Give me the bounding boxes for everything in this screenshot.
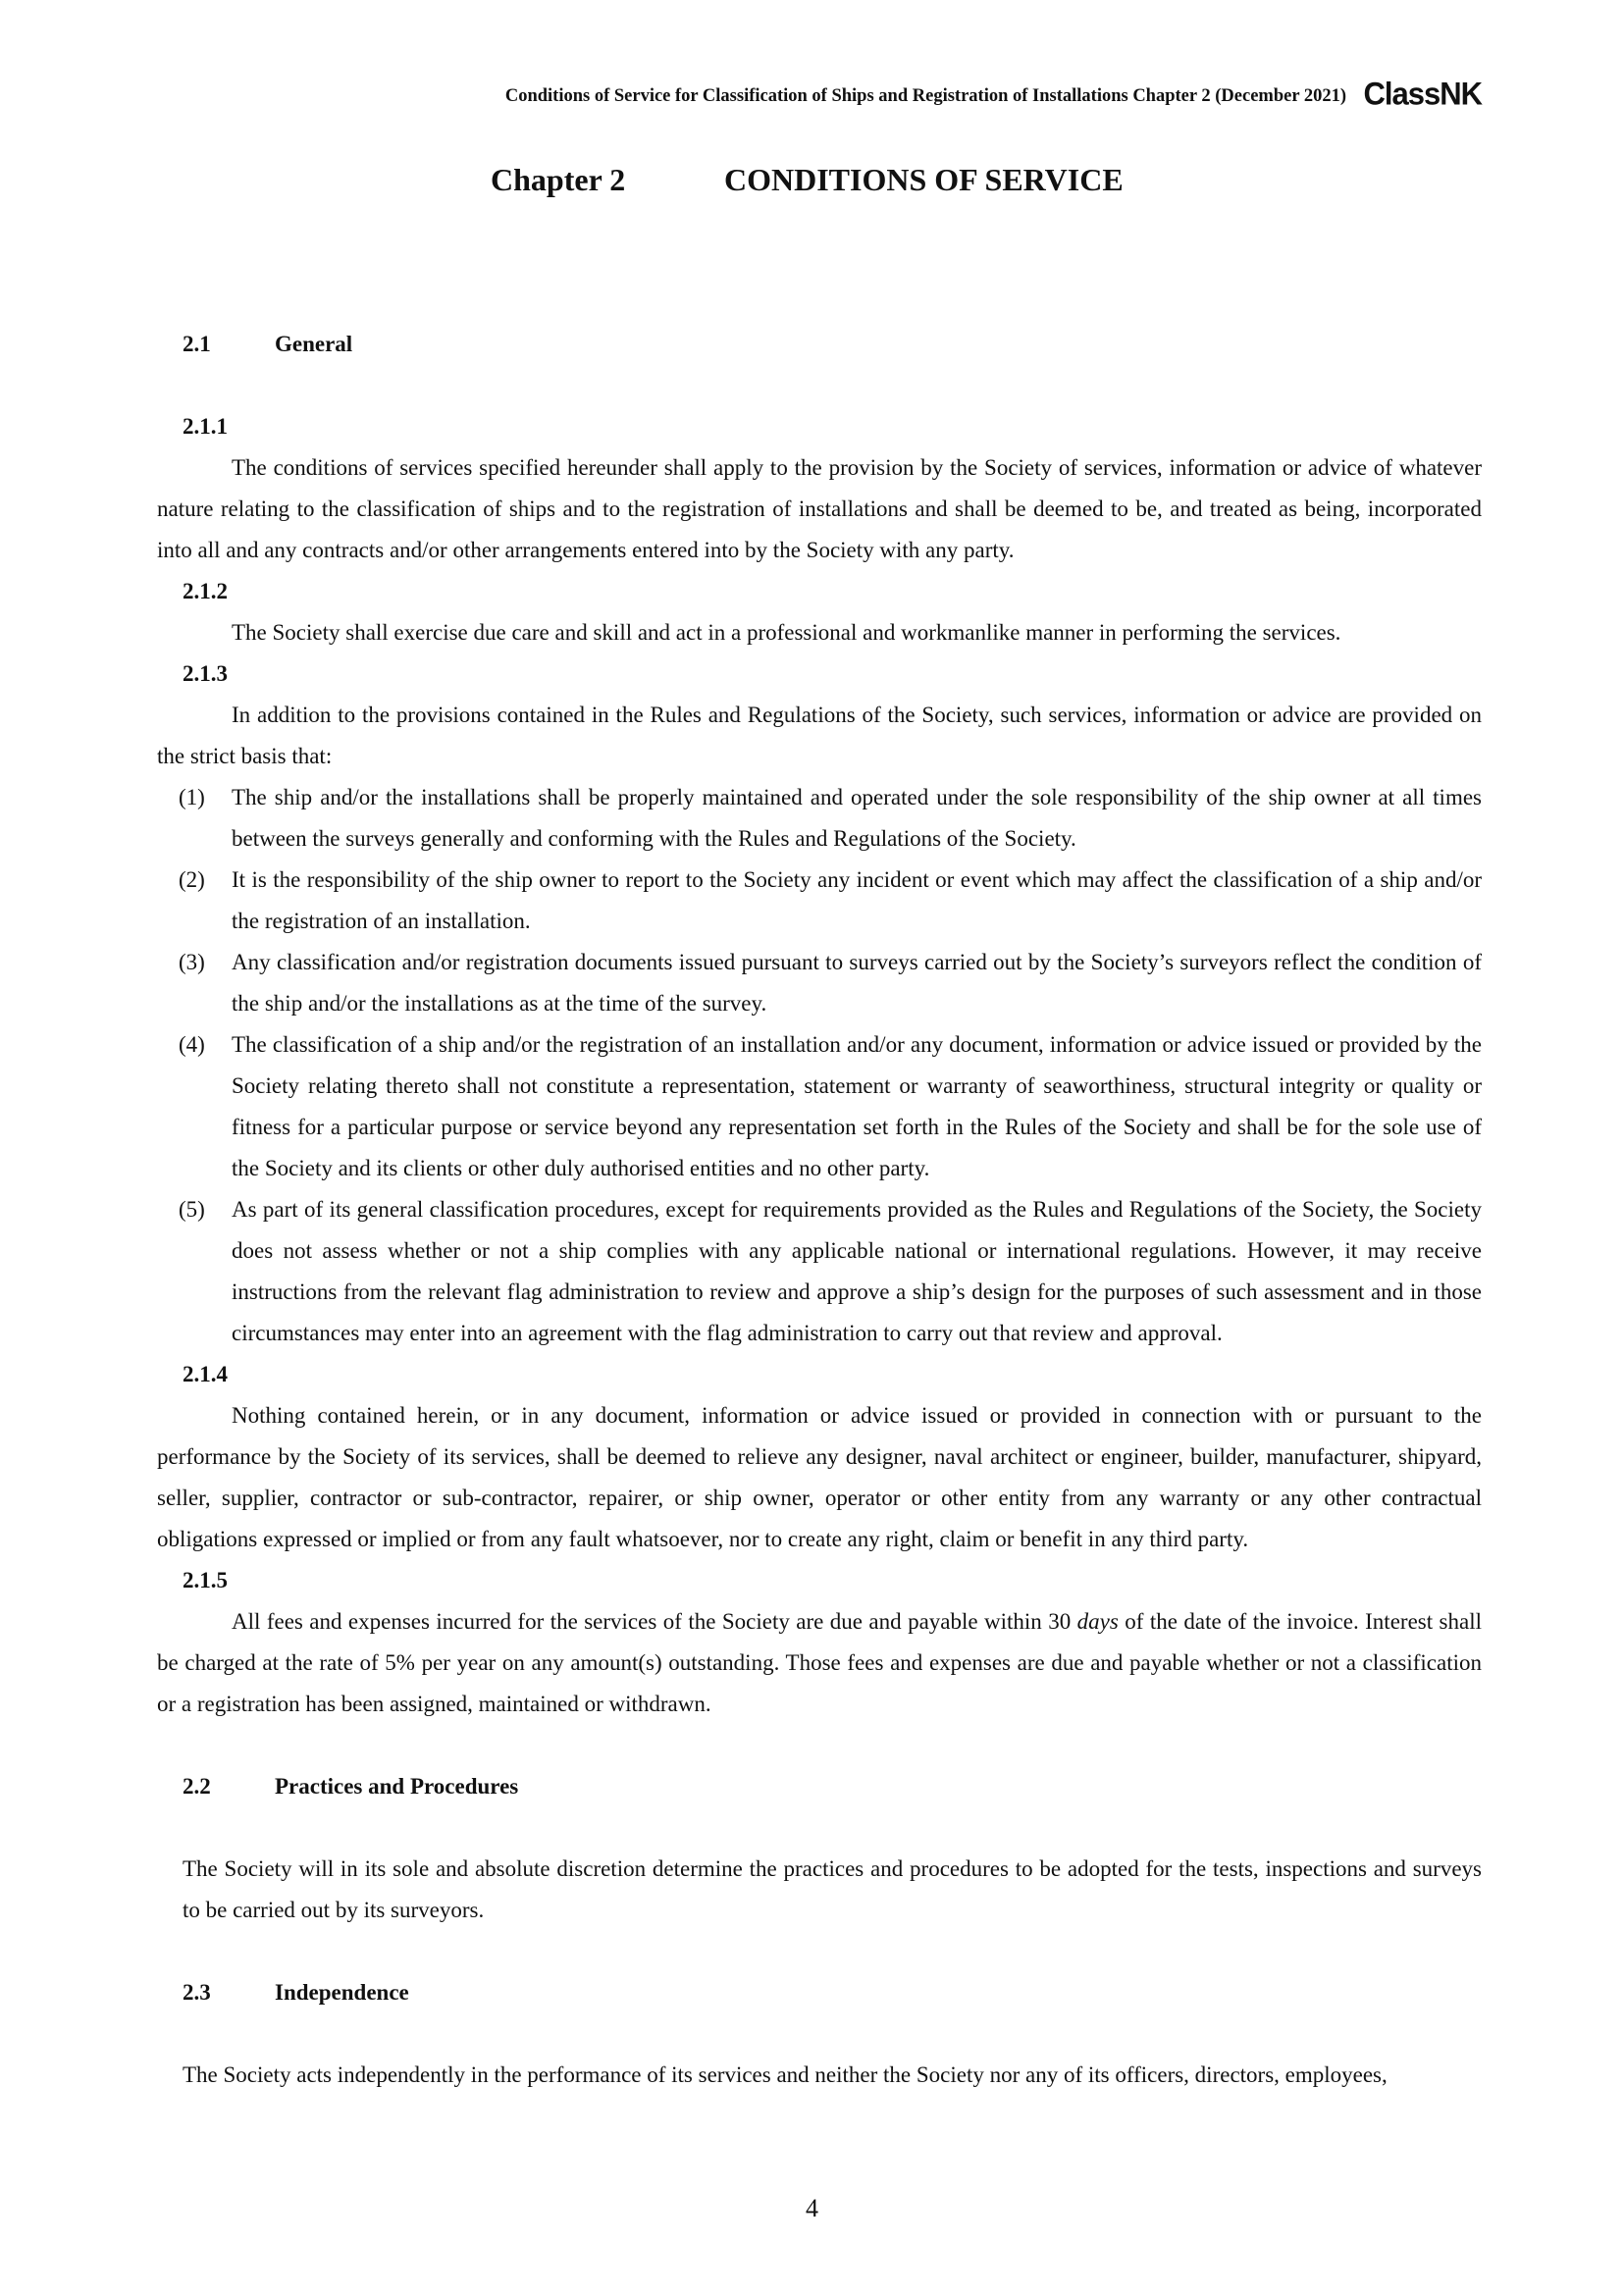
page-header: [373, 77, 1482, 116]
clause-number-2-1-5: 2.1.5: [183, 1568, 228, 1592]
list-item-text: It is the responsibility of the ship owner to report to the Society any incident or event which may affect the classification of a ship and/or the registration of an installation.: [232, 867, 1482, 933]
document-body: [157, 324, 1482, 2137]
clause-text-2-1-5: [157, 1601, 1482, 1725]
section-title: General: [275, 332, 353, 356]
list-item-text: As part of its general classification procedures, except for requirements provided as the Rules and Regulations of the Society, the Society does not assess whether or not a ship complies with any applicable national or international regulations. However, it may receive instructions from the relevant flag administration to review and approve a ship’s design for the purposes of such assessment and in those circumstances may enter into an agreement with the flag administration to carry out that review and approval.: [232, 1197, 1482, 1345]
list-item: [157, 942, 1482, 1024]
list-item-label: (5): [179, 1197, 205, 1222]
section-number: 2.1: [183, 332, 211, 356]
clause-2-1-3-list: [157, 777, 1482, 1354]
chapter-title: CONDITIONS OF SERVICE: [724, 162, 1124, 197]
spacer: [157, 1725, 1482, 1766]
clause-text-2-1-4: Nothing contained herein, or in any document, information or advice issued or provided in connection with or pursuant to the performance by the Society of its services, shall be deemed to relieve any designer, naval architect or engineer, builder, manufacturer, shipyard, seller, supplier, contractor or sub-contractor, repairer, or ship owner, operator or other entity from any warranty or any other contractual obligations expressed or implied or from any fault whatsoever, nor to create any right, claim or benefit in any third party.: [157, 1403, 1482, 1551]
list-item-label: (2): [179, 867, 205, 892]
section-heading-2-3: [157, 1972, 1482, 2013]
list-item: [157, 860, 1482, 942]
section-heading-2-1: [157, 324, 1482, 365]
clause-text-2-1-2: The Society shall exercise due care and skill and act in a professional and workmanlike manner in performing the services.: [232, 620, 1341, 645]
running-title: Conditions of Service for Classification of Ships and Registration of Installations Chapter 2 (December 2021): [504, 86, 1346, 106]
clause-text-italic: days: [1076, 1609, 1119, 1634]
clause-text-2-1-3: In addition to the provisions contained in the Rules and Regulations of the Society, such services, information or advice are provided on the strict basis that:: [157, 703, 1482, 768]
clause-number-2-1-1: 2.1.1: [183, 414, 228, 439]
clause-number-2-1-4: 2.1.4: [183, 1362, 228, 1386]
clause-number-2-1-2: 2.1.2: [183, 579, 228, 603]
classnk-logo: ClassNK: [1363, 76, 1482, 112]
section-heading-2-2: [157, 1766, 1482, 1807]
list-item: [157, 1024, 1482, 1189]
section-text-2-3: The Society acts independently in the performance of its services and neither the Society nor any of its officers, directors, employees,: [183, 2062, 1388, 2087]
list-item-text: The ship and/or the installations shall be properly maintained and operated under the sole responsibility of the ship owner at all times between the surveys generally and conforming with the Rules and Regulations of the Society.: [232, 785, 1482, 851]
page-number: 4: [806, 2194, 818, 2222]
clause-number-2-1-3: 2.1.3: [183, 661, 228, 686]
list-item-text: The classification of a ship and/or the registration of an installation and/or any document, information or advice issued or provided by the Society relating thereto shall not constitute a representation, statement or warranty of seaworthiness, structural integrity or quality or fitness for a particular purpose or service beyond any representation set forth in the Rules of the Society and shall be for the sole use of the Society and its clients or other duly authorised entities and no other party.: [232, 1032, 1482, 1180]
list-item: [157, 777, 1482, 860]
chapter-number: Chapter 2: [491, 162, 626, 197]
list-item-label: (4): [179, 1032, 205, 1057]
section-number: 2.3: [183, 1980, 211, 2005]
list-item-label: (1): [179, 785, 205, 809]
clause-text-2-1-1: The conditions of services specified hereunder shall apply to the provision by the Society of services, information or advice of whatever nature relating to the classification of ships and to the registration of installations and shall be deemed to be, and treated as being, incorporated into all and any contracts and/or other arrangements entered into by the Society with any party.: [157, 455, 1482, 562]
section-title: Practices and Procedures: [275, 1774, 519, 1799]
clause-text-part: All fees and expenses incurred for the services of the Society are due and payable within 30: [232, 1609, 1077, 1634]
list-item-label: (3): [179, 950, 205, 974]
section-title: Independence: [275, 1980, 409, 2005]
section-number: 2.2: [183, 1774, 211, 1799]
clause-text-part: of the date of the invoice. Interest shall be charged at the rate of 5% per year on any amount(s) outstanding. Those fees and expenses are due and payable whether or not a classification or a registration has been assigned, maintained or withdrawn.: [157, 1609, 1482, 1716]
list-item-text: Any classification and/or registration documents issued pursuant to surveys carried out by the Society’s surveyors reflect the condition of the ship and/or the installations as at the time of the survey.: [232, 950, 1482, 1016]
section-text-2-2: The Society will in its sole and absolute discretion determine the practices and procedures to be adopted for the tests, inspections and surveys to be carried out by its surveyors.: [183, 1856, 1482, 1922]
list-item: [157, 1189, 1482, 1354]
